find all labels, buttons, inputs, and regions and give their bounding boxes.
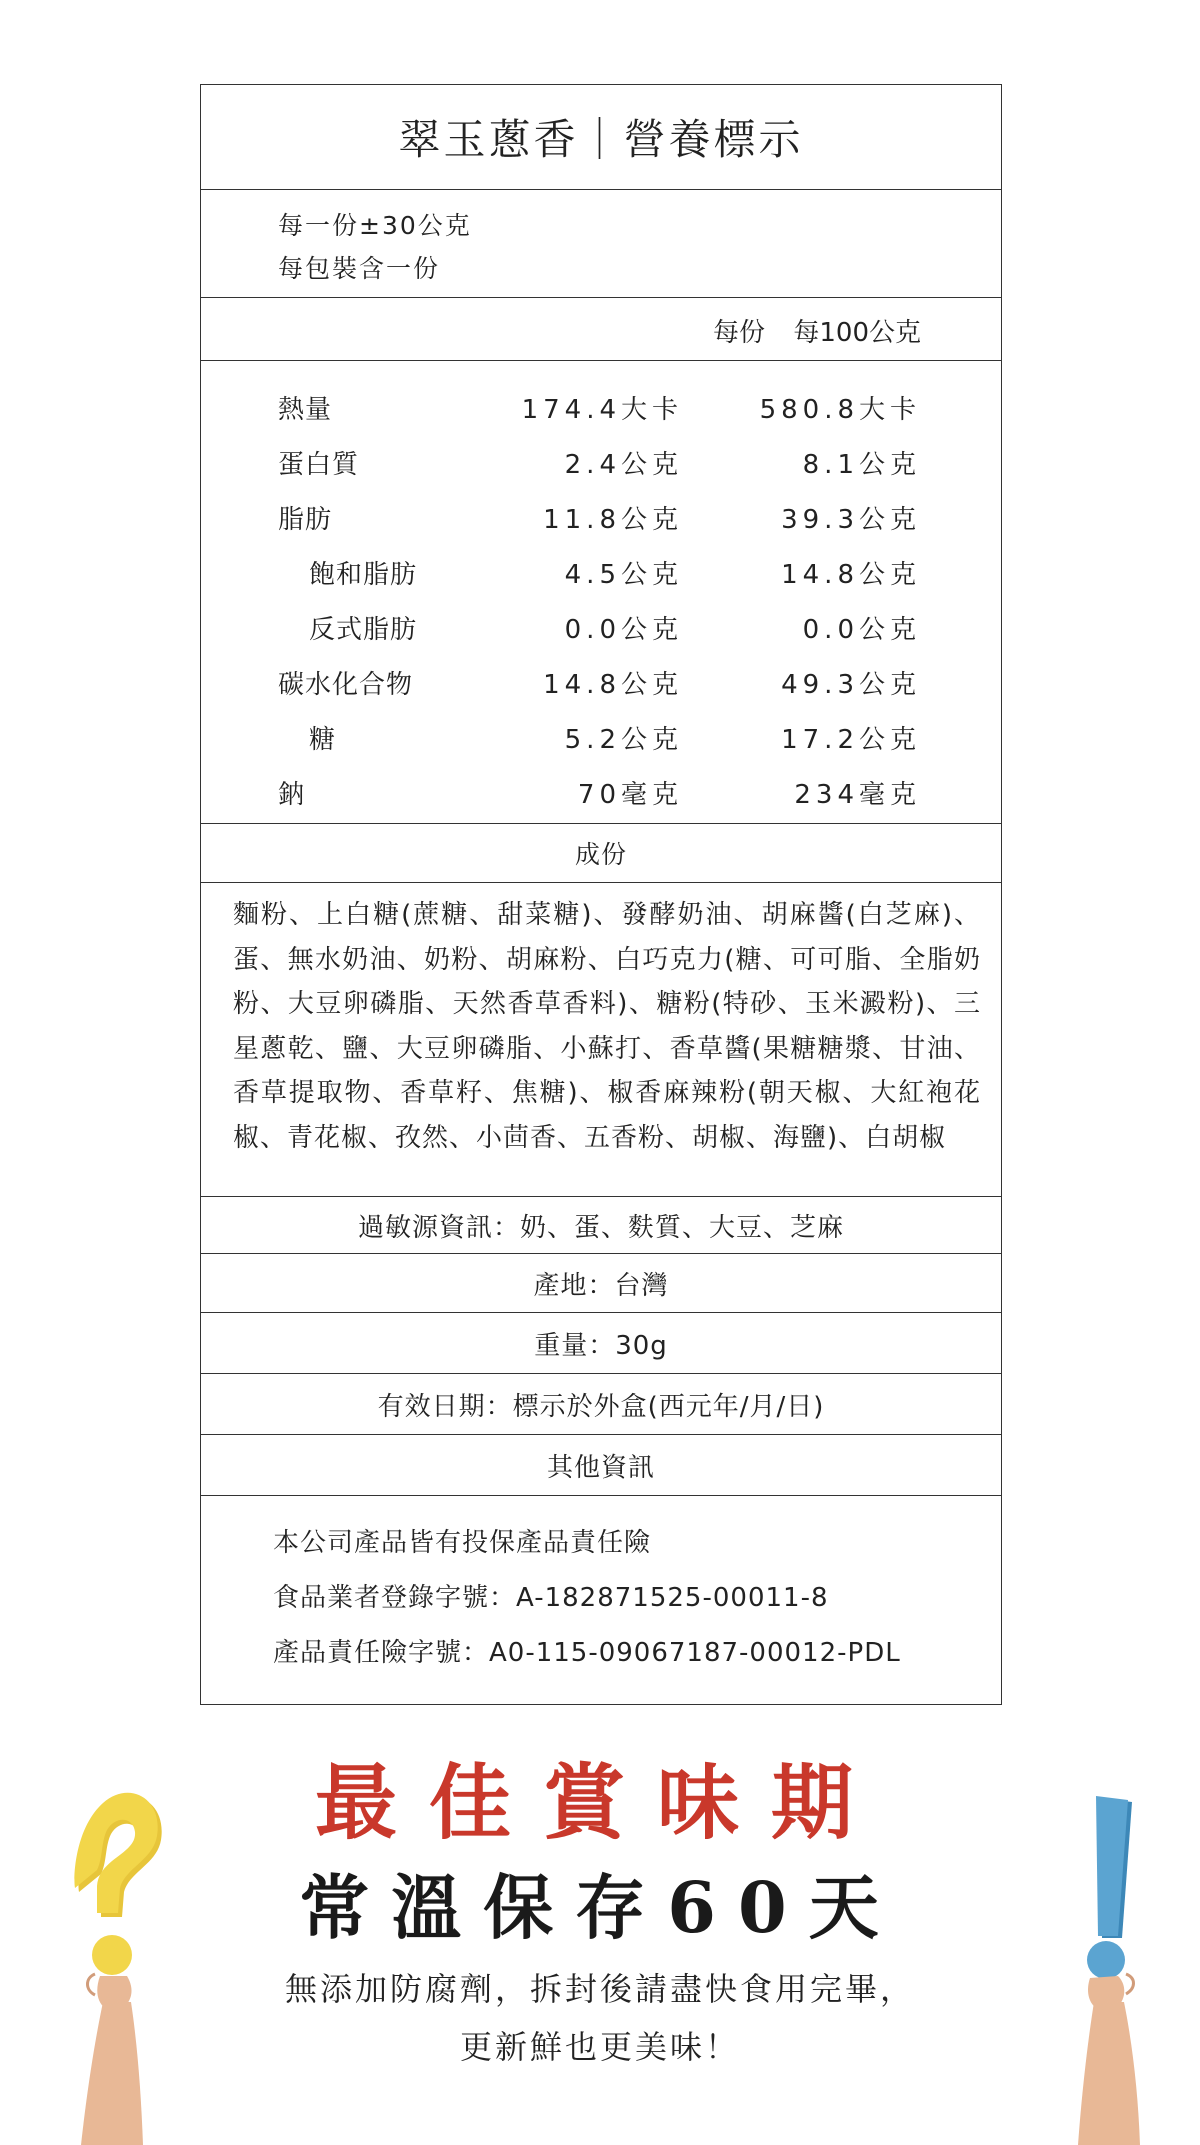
servings-per-pack: 每包裝含一份 xyxy=(278,254,441,283)
nutrient-row xyxy=(201,444,1001,484)
nutrient-per-100g: 14.8公克 xyxy=(781,560,921,590)
nutrient-per-100g: 49.3公克 xyxy=(781,670,921,700)
nutrient-name: 脂肪 xyxy=(278,505,333,535)
nutrient-per-100g: 17.2公克 xyxy=(781,725,921,755)
nutrient-row xyxy=(201,499,1001,539)
nutrient-per-100g: 8.1公克 xyxy=(802,450,921,480)
nutrient-per-serving: 4.5公克 xyxy=(564,560,683,590)
nutrient-per-100g: 39.3公克 xyxy=(781,505,921,535)
label-title: 翠玉蔥香｜營養標示 xyxy=(201,85,1001,190)
nutrient-per-serving: 70毫克 xyxy=(577,780,683,810)
nutrient-per-serving: 0.0公克 xyxy=(564,615,683,645)
nutrient-per-serving: 5.2公克 xyxy=(564,725,683,755)
nutrient-per-serving: 14.8公克 xyxy=(543,670,683,700)
freshness-line-1: 無添加防腐劑，拆封後請盡快食用完畢， xyxy=(284,1970,915,2008)
nutrient-per-serving: 11.8公克 xyxy=(543,505,683,535)
serving-size: 每一份±30公克 xyxy=(278,211,472,240)
nutrient-per-serving: 174.4大卡 xyxy=(521,395,683,425)
nutrient-name: 鈉 xyxy=(278,780,306,810)
freshness-line-2: 更新鮮也更美味！ xyxy=(459,2028,740,2066)
allergen-info: 過敏源資訊：奶、蛋、麩質、大豆、芝麻 xyxy=(201,1197,1001,1254)
nutrient-row xyxy=(201,554,1001,594)
expiry-info: 有效日期：標示於外盒(西元年/月/日) xyxy=(201,1374,1001,1435)
other-info-heading: 其他資訊 xyxy=(201,1435,1001,1496)
best-before-headline: 最佳賞味期 xyxy=(314,1755,885,1851)
other-info xyxy=(201,1496,1001,1704)
weight-info: 重量：30g xyxy=(201,1313,1001,1374)
origin-info: 產地：台灣 xyxy=(201,1254,1001,1313)
ingredients-text: 麵粉、上白糖(蔗糖、甜菜糖)、發酵奶油、胡麻醬(白芝麻)、蛋、無水奶油、奶粉、胡麻粉、白巧克力(糖、可可脂、全脂奶粉、大豆卵磷脂、天然香草香料)、糖粉(特砂、玉米澱粉)、三星蔥乾、鹽、大豆卵磷脂、小蘇打、香草醬(果糖糖漿、甘油、香草提取物、香草籽、焦糖)、椒香麻辣粉(朝天椒、大紅袍花椒、青花椒、孜然、小茴香、五香粉、胡椒、海鹽)、白胡椒 xyxy=(201,883,1001,1197)
nutrient-name: 碳水化合物 xyxy=(278,670,414,700)
food-registration-number: 食品業者登錄字號：A-182871525-00011-8 xyxy=(273,1583,829,1613)
shelf-life-text: 常溫保存60天 xyxy=(299,1866,901,1949)
col-per-100g: 每100公克 xyxy=(793,318,921,348)
nutrient-per-100g: 0.0公克 xyxy=(802,615,921,645)
ingredients-heading: 成份 xyxy=(201,824,1001,883)
nutrient-table xyxy=(201,361,1001,824)
nutrition-label xyxy=(200,84,1002,1705)
nutrient-row xyxy=(201,774,1001,814)
nutrient-row xyxy=(201,389,1001,429)
nutrient-name: 反式脂肪 xyxy=(309,615,418,645)
insurance-note: 本公司產品皆有投保產品責任險 xyxy=(273,1528,652,1558)
serving-info xyxy=(201,190,1001,298)
nutrient-name: 蛋白質 xyxy=(278,450,360,480)
nutrient-row xyxy=(201,609,1001,649)
nutrient-per-100g: 580.8大卡 xyxy=(759,395,921,425)
nutrient-row xyxy=(201,664,1001,704)
nutrient-row xyxy=(201,719,1001,759)
liability-insurance-number: 產品責任險字號：A0-115-09067187-00012-PDL xyxy=(273,1638,901,1668)
question-mark-sign-icon xyxy=(55,1790,195,2145)
nutrient-name: 飽和脂肪 xyxy=(309,560,418,590)
nutrient-per-100g: 234毫克 xyxy=(794,780,921,810)
exclamation-mark-sign-icon xyxy=(1030,1790,1170,2145)
nutrient-per-serving: 2.4公克 xyxy=(564,450,683,480)
col-per-serving: 每份 xyxy=(712,318,765,348)
column-headers xyxy=(201,298,1001,361)
nutrient-name: 熱量 xyxy=(278,395,333,425)
nutrient-name: 糖 xyxy=(309,725,337,755)
